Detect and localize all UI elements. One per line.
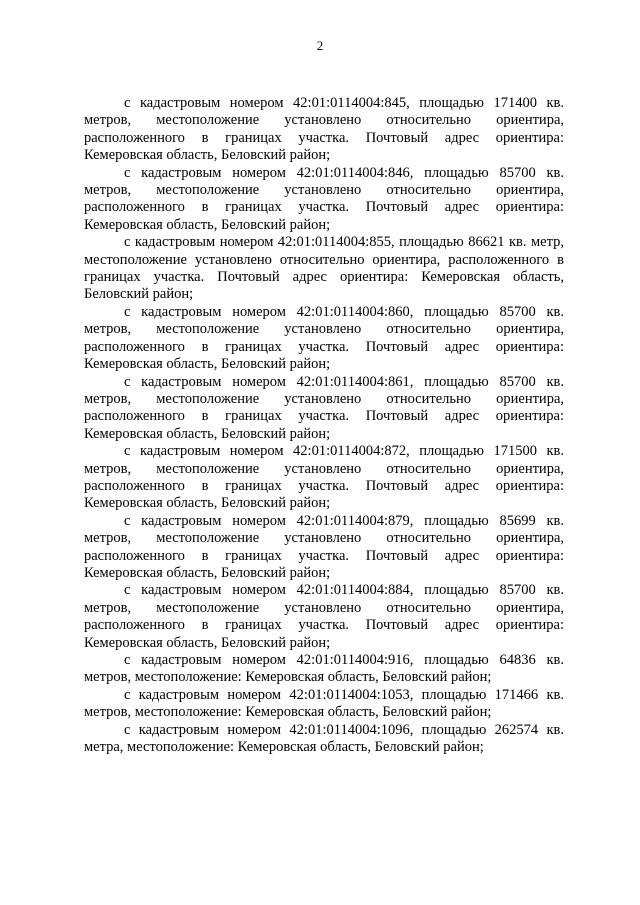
land-plot-item-846: с кадастровым номером 42:01:0114004:846, площадью 85700 кв. метров, местоположение установлено относительно ориентира, расположенного в границах участка. Почтовый адрес ориентира: Кемеровская область, Беловский район; [84,164,564,233]
land-plot-item-879: с кадастровым номером 42:01:0114004:879, площадью 85699 кв. метров, местоположение установлено относительно ориентира, расположенного в границах участка. Почтовый адрес ориентира: Кемеровская область, Беловский район; [84,512,564,581]
land-plot-item-916: с кадастровым номером 42:01:0114004:916, площадью 64836 кв. метров, местоположение: Кемеровская область, Беловский район; [84,652,564,686]
land-plot-item-845: с кадастровым номером 42:01:0114004:845, площадью 171400 кв. метров, местоположение установлено относительно ориентира, расположенного в границах участка. Почтовый адрес ориентира: Кемеровская область, Беловский район; [84,95,564,164]
land-plot-item-872: с кадастровым номером 42:01:0114004:872, площадью 171500 кв. метров, местоположение установлено относительно ориентира, расположенного в границах участка. Почтовый адрес ориентира: Кемеровская область, Беловский район; [84,443,564,512]
document-body [84,95,564,756]
land-plot-item-884: с кадастровым номером 42:01:0114004:884, площадью 85700 кв. метров, местоположение установлено относительно ориентира, расположенного в границах участка. Почтовый адрес ориентира: Кемеровская область, Беловский район; [84,582,564,651]
land-plot-item-860: с кадастровым номером 42:01:0114004:860, площадью 85700 кв. метров, местоположение установлено относительно ориентира, расположенного в границах участка. Почтовый адрес ориентира: Кемеровская область, Беловский район; [84,303,564,373]
land-plot-item-1053: с кадастровым номером 42:01:0114004:1053, площадью 171466 кв. метров, местоположение: Кемеровская область, Беловский район; [84,686,564,721]
land-plot-item-855: с кадастровым номером 42:01:0114004:855, площадью 86621 кв. метр, местоположение установлено относительно ориентира, расположенного в границах участка. Почтовый адрес ориентира: Кемеровская область, Беловский район; [84,234,564,303]
land-plot-item-1096: с кадастровым номером 42:01:0114004:1096, площадью 262574 кв. метра, местоположение: Кемеровская область, Беловский район; [84,721,564,756]
page-number: 2 [316,38,324,53]
land-plot-item-861: с кадастровым номером 42:01:0114004:861, площадью 85700 кв. метров, местоположение установлено относительно ориентира, расположенного в границах участка. Почтовый адрес ориентира: Кемеровская область, Беловский район; [84,373,564,442]
